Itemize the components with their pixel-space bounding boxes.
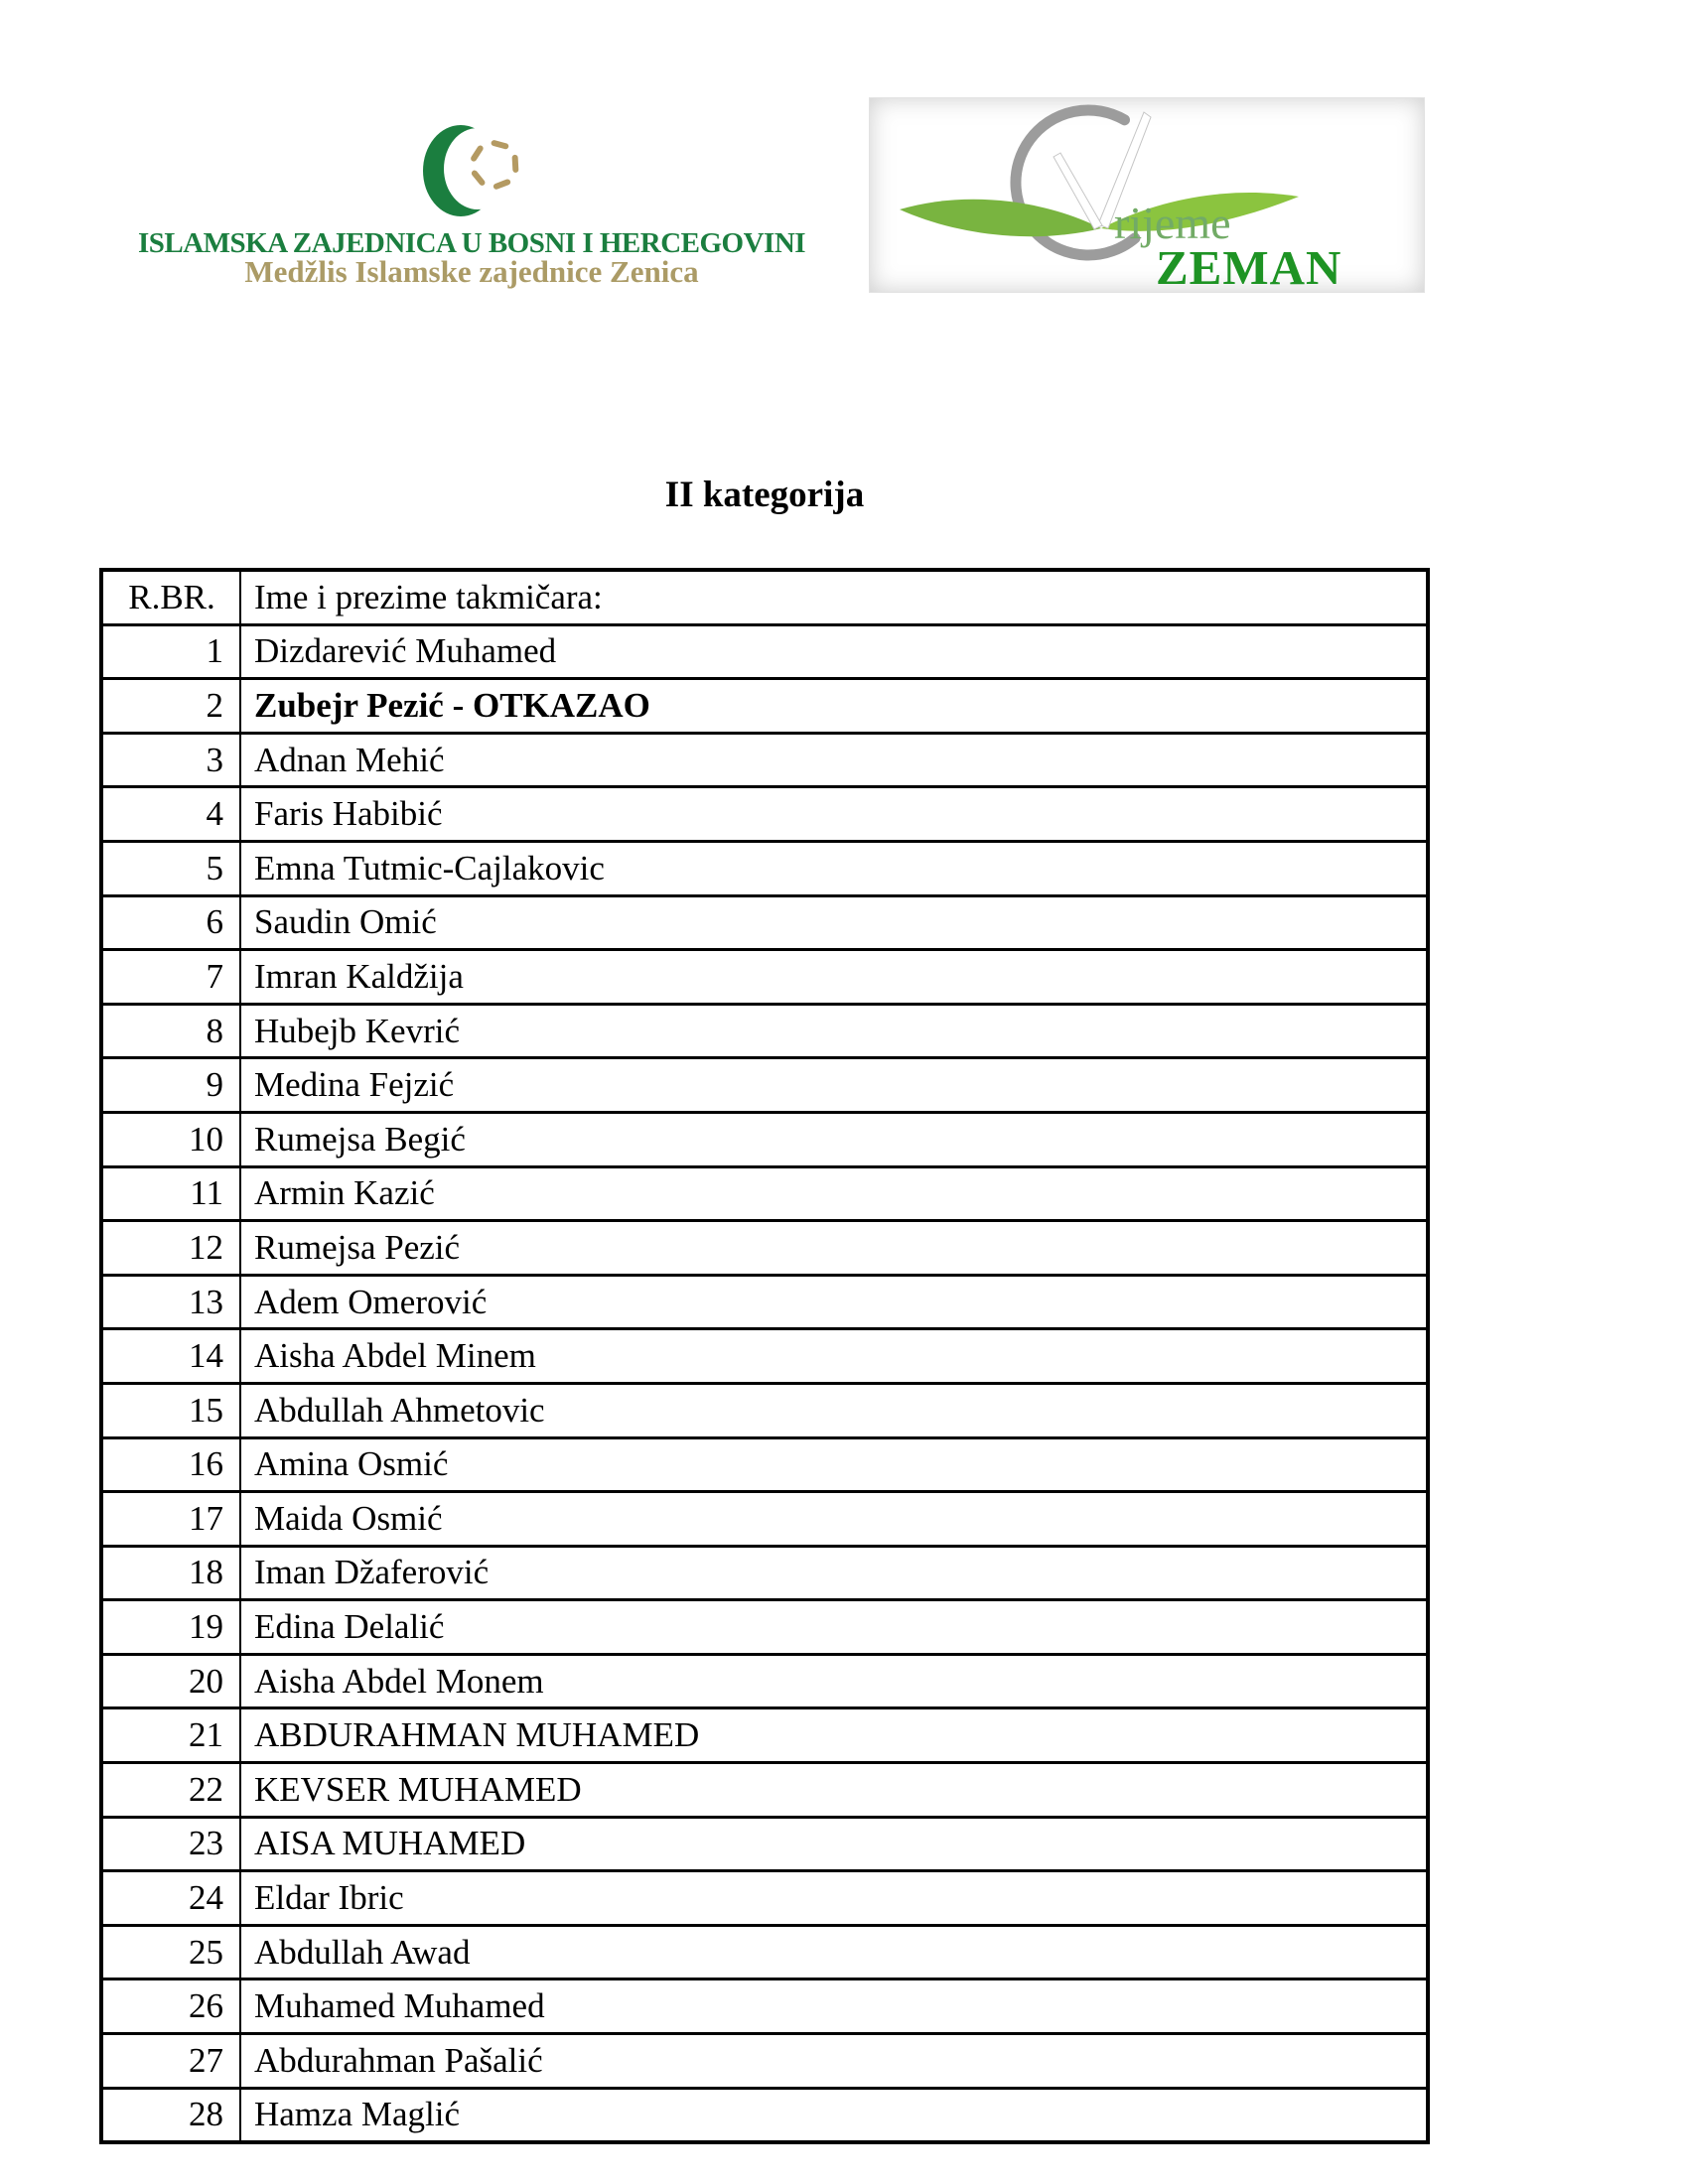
crescent-star-logo xyxy=(405,115,534,226)
competitors-table-container xyxy=(99,568,1430,2144)
row-number-cell: 9 xyxy=(101,1058,240,1113)
row-number-cell: 24 xyxy=(101,1871,240,1926)
row-number-cell: 6 xyxy=(101,895,240,950)
table-row xyxy=(101,1004,1428,1058)
zeman-word-top: rijeme xyxy=(1114,198,1231,248)
table-row xyxy=(101,1871,1428,1926)
table-row xyxy=(101,1221,1428,1276)
table-row xyxy=(101,1383,1428,1437)
row-number-cell: 11 xyxy=(101,1166,240,1221)
row-name-cell: Dizdarević Muhamed xyxy=(240,624,1428,679)
table-header-row xyxy=(101,570,1428,624)
header-name: Ime i prezime takmičara: xyxy=(240,570,1428,624)
row-name-cell: Muhamed Muhamed xyxy=(240,1979,1428,2034)
row-number-cell: 4 xyxy=(101,787,240,842)
row-name-cell: Iman Džaferović xyxy=(240,1546,1428,1600)
row-name-cell: Aisha Abdel Minem xyxy=(240,1329,1428,1384)
row-number-cell: 25 xyxy=(101,1925,240,1979)
row-name-cell: Edina Delalić xyxy=(240,1600,1428,1655)
row-number-cell: 12 xyxy=(101,1221,240,1276)
row-name-cell: Saudin Omić xyxy=(240,895,1428,950)
row-name-cell: Imran Kaldžija xyxy=(240,950,1428,1005)
table-row xyxy=(101,787,1428,842)
table-row xyxy=(101,1600,1428,1655)
row-number-cell: 26 xyxy=(101,1979,240,2034)
row-number-cell: 14 xyxy=(101,1329,240,1384)
row-name-cell: Armin Kazić xyxy=(240,1166,1428,1221)
row-name-cell: Zubejr Pezić - OTKAZAO xyxy=(240,679,1428,734)
table-row xyxy=(101,2034,1428,2089)
row-number-cell: 19 xyxy=(101,1600,240,1655)
row-name-cell: Adnan Mehić xyxy=(240,733,1428,787)
row-number-cell: 20 xyxy=(101,1654,240,1708)
row-number-cell: 16 xyxy=(101,1437,240,1492)
row-number-cell: 3 xyxy=(101,733,240,787)
crescent-icon xyxy=(423,125,511,216)
row-number-cell: 22 xyxy=(101,1763,240,1818)
page-title: II kategorija xyxy=(664,475,865,515)
row-name-cell: Eldar Ibric xyxy=(240,1871,1428,1926)
table-row xyxy=(101,950,1428,1005)
table-row xyxy=(101,1979,1428,2034)
row-number-cell: 7 xyxy=(101,950,240,1005)
row-name-cell: ABDURAHMAN MUHAMED xyxy=(240,1708,1428,1763)
row-number-cell: 21 xyxy=(101,1708,240,1763)
row-name-cell: Emna Tutmic-Cajlakovic xyxy=(240,841,1428,895)
org-name-line2: Medžlis Islamske zajednice Zenica xyxy=(244,254,699,289)
table-row xyxy=(101,2088,1428,2142)
row-name-cell: AISA MUHAMED xyxy=(240,1817,1428,1871)
table-row xyxy=(101,1329,1428,1384)
table-row xyxy=(101,1708,1428,1763)
row-name-cell: Rumejsa Begić xyxy=(240,1112,1428,1166)
row-name-cell: Maida Osmić xyxy=(240,1492,1428,1547)
zeman-logo xyxy=(869,97,1425,293)
row-number-cell: 5 xyxy=(101,841,240,895)
table-row xyxy=(101,1763,1428,1818)
row-number-cell: 18 xyxy=(101,1546,240,1600)
table-row xyxy=(101,624,1428,679)
table-row xyxy=(101,1437,1428,1492)
row-number-cell: 15 xyxy=(101,1383,240,1437)
table-row xyxy=(101,1492,1428,1547)
row-name-cell: Aisha Abdel Monem xyxy=(240,1654,1428,1708)
table-row xyxy=(101,1058,1428,1113)
row-name-cell: Abdullah Awad xyxy=(240,1925,1428,1979)
row-name-cell: KEVSER MUHAMED xyxy=(240,1763,1428,1818)
row-number-cell: 27 xyxy=(101,2034,240,2089)
table-row xyxy=(101,895,1428,950)
table-row xyxy=(101,733,1428,787)
row-name-cell: Abdurahman Pašalić xyxy=(240,2034,1428,2089)
row-number-cell: 23 xyxy=(101,1817,240,1871)
org-name-line1: ISLAMSKA ZAJEDNICA U BOSNI I HERCEGOVINI xyxy=(137,227,806,259)
row-name-cell: Adem Omerović xyxy=(240,1275,1428,1329)
table-row xyxy=(101,1817,1428,1871)
table-row xyxy=(101,1546,1428,1600)
row-number-cell: 1 xyxy=(101,624,240,679)
table-row xyxy=(101,1275,1428,1329)
row-name-cell: Medina Fejzić xyxy=(240,1058,1428,1113)
row-number-cell: 13 xyxy=(101,1275,240,1329)
zeman-word-bottom: ZEMAN xyxy=(1156,240,1342,292)
header-number: R.BR. xyxy=(101,570,240,624)
table-row xyxy=(101,1654,1428,1708)
row-name-cell: Abdullah Ahmetovic xyxy=(240,1383,1428,1437)
row-name-cell: Hamza Maglić xyxy=(240,2088,1428,2142)
row-name-cell: Rumejsa Pezić xyxy=(240,1221,1428,1276)
row-number-cell: 17 xyxy=(101,1492,240,1547)
row-number-cell: 28 xyxy=(101,2088,240,2142)
row-number-cell: 10 xyxy=(101,1112,240,1166)
row-number-cell: 2 xyxy=(101,679,240,734)
competitors-table xyxy=(99,568,1430,2144)
table-row xyxy=(101,679,1428,734)
table-row xyxy=(101,841,1428,895)
table-row xyxy=(101,1925,1428,1979)
row-number-cell: 8 xyxy=(101,1004,240,1058)
table-row xyxy=(101,1112,1428,1166)
swoosh-left-icon xyxy=(900,200,1101,236)
table-row xyxy=(101,1166,1428,1221)
row-name-cell: Faris Habibić xyxy=(240,787,1428,842)
row-name-cell: Amina Osmić xyxy=(240,1437,1428,1492)
row-name-cell: Hubejb Kevrić xyxy=(240,1004,1428,1058)
